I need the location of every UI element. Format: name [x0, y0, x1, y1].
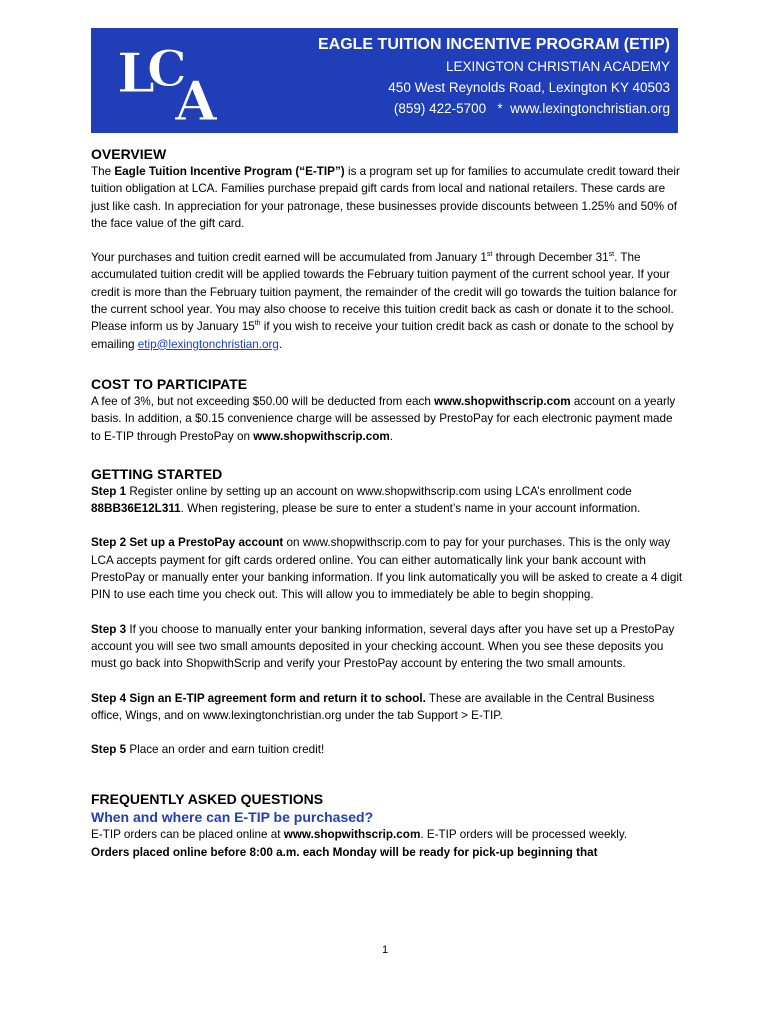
- step-1: Step 1 Register online by setting up an account on www.shopwithscrip.com using LCA’s enrollment code 88BB36E12L311. When registering, please be sure to enter a student’s name in your account information.: [91, 484, 641, 516]
- step-4: Step 4 Sign an E-TIP agreement form and return it to school. These are available in the Central Business office, Wings, and on www.lexingtonchristian.org under the tab Support > E-TIP.: [91, 691, 655, 722]
- overview-paragraph-2: Your purchases and tuition credit earned will be accumulated from January 1st through December 31st. The accumulated tuition credit will be applied towards the February tuition payment of the current school year. If your credit is more than the February tuition payment, the remainder of the credit will go towards the tuition balance for the current school year. You may also choose to receive this tuition credit back as cash or donate it to the school. Please inform us by January 15th if you wish to receive your tuition credit back as cash or donate to the school by emailing etip@lexingtonchristian.org.: [91, 251, 677, 351]
- faq-heading: FREQUENTLY ASKED QUESTIONS: [91, 791, 324, 808]
- svg-text:A: A: [175, 69, 217, 124]
- school-contact: (859) 422-5700 * www.lexingtonchristian.org: [393, 101, 670, 116]
- step-2: Step 2 Set up a PrestoPay account on www.shopwithscrip.com to pay for your purchases. This is the only way LCA accepts payment for gift cards ordered online. You can either automatically link your bank account with PrestoPay or manually enter your banking information. If you link automatically you will be asked to create a 4 digit PIN to use each time you check out. This will allow you to immediately be able to begin shopping.: [91, 536, 683, 602]
- faq-answer-1-bold: Orders placed online before 8:00 a.m. each Monday will be ready for pick-up beginning that: [91, 845, 598, 859]
- step-5: Step 5 Place an order and earn tuition credit!: [91, 743, 325, 757]
- school-address: 450 West Reynolds Road, Lexington KY 40503: [388, 80, 670, 95]
- program-title: EAGLE TUITION INCENTIVE PROGRAM (ETIP): [317, 36, 670, 53]
- document-body: [91, 145, 683, 861]
- overview-paragraph-1: The Eagle Tuition Incentive Program (“E-TIP”) is a program set up for families to accumulate credit toward their tuition obligation at LCA. Families purchase prepaid gift cards from local and national retailers. These cards are just like cash. In appreciation for your patronage, these businesses provide discounts between 1.25% and 50% of the face value of the gift card.: [91, 165, 680, 230]
- faq-question-1: When and where can E-TIP be purchased?: [91, 809, 374, 826]
- step-3: Step 3 If you choose to manually enter your banking information, several days after you have set up a PrestoPay account you will see two small amounts deposited in your checking account. When you see these deposits you must go back into ShopwithScrip and verify your PrestoPay account by entering the two small amounts.: [91, 622, 675, 671]
- header-banner: [91, 28, 678, 133]
- lca-logo: [113, 34, 231, 124]
- school-name: LEXINGTON CHRISTIAN ACADEMY: [445, 59, 670, 74]
- faq-answer-1: E-TIP orders can be placed online at www.shopwithscrip.com. E-TIP orders will be processed weekly.: [91, 828, 628, 842]
- etip-email-link[interactable]: etip@lexingtonchristian.org: [137, 337, 279, 351]
- cost-paragraph: A fee of 3%, but not exceeding $50.00 will be deducted from each www.shopwithscrip.com account on a yearly basis. In addition, a $0.15 convenience charge will be assessed by PrestoPay for each electronic payment made to E-TIP through PrestoPay on www.shopwithscrip.com.: [91, 394, 676, 443]
- svg-text:C: C: [147, 39, 187, 98]
- svg-text:L: L: [117, 41, 155, 105]
- overview-heading: OVERVIEW: [91, 146, 167, 162]
- page-number: 1: [381, 944, 389, 956]
- cost-heading: COST TO PARTICIPATE: [91, 375, 248, 392]
- getting-started-heading: GETTING STARTED: [91, 465, 223, 482]
